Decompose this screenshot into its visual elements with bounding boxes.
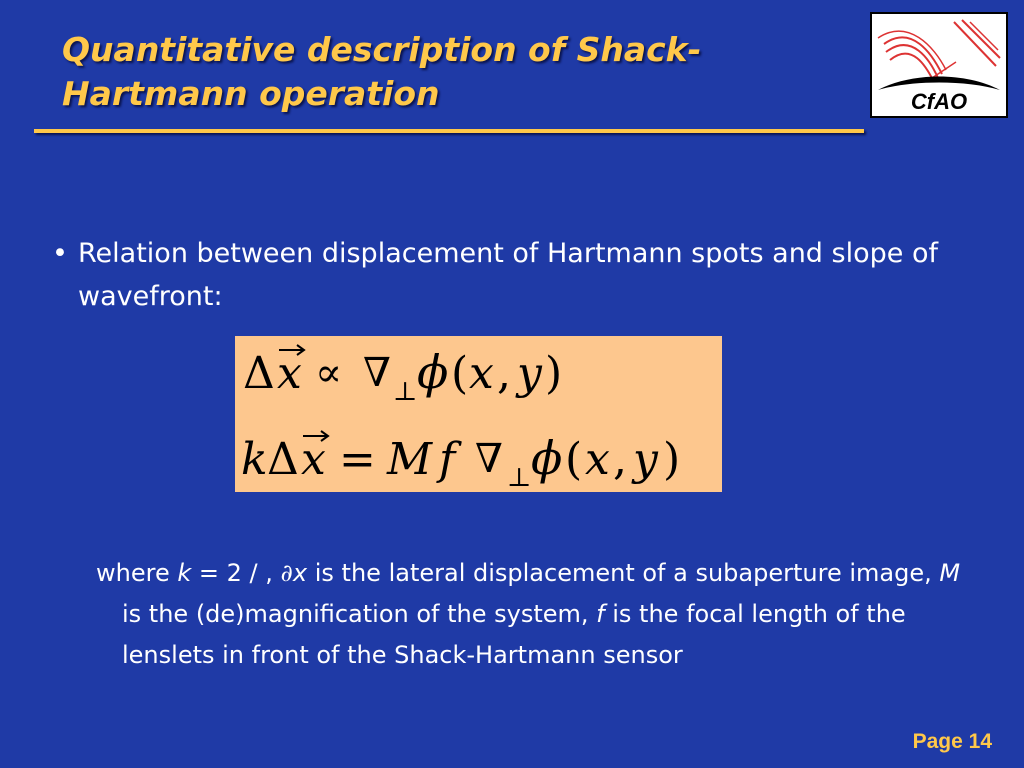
equation-2 (241, 431, 680, 492)
equation-box (235, 336, 722, 492)
where-paragraph (96, 553, 966, 676)
svg-text:Δ: Δ (243, 348, 275, 399)
svg-text:⊥: ⊥ (507, 463, 532, 492)
svg-text:=: = (339, 434, 376, 485)
where-word: where (96, 559, 178, 587)
svg-text:,: , (613, 434, 627, 485)
equation-graphic (235, 336, 722, 492)
svg-text:⊥: ⊥ (393, 377, 418, 407)
svg-text:x: x (469, 348, 494, 399)
logo-text: CfAO (910, 89, 968, 114)
var-f: f (596, 600, 605, 628)
svg-text:(: ( (451, 348, 469, 399)
svg-text:ϕ: ϕ (417, 345, 449, 399)
svg-text:x: x (585, 434, 610, 485)
page-number: Page 14 (912, 730, 992, 753)
svg-text:∇: ∇ (363, 350, 391, 396)
svg-text:Δ: Δ (267, 434, 299, 485)
equation-1 (243, 345, 562, 407)
cfao-logo (870, 12, 1008, 118)
svg-text:∝: ∝ (315, 350, 343, 396)
svg-text:): ) (545, 348, 563, 399)
svg-text:y: y (517, 348, 542, 399)
svg-text:,: , (497, 348, 511, 399)
where-text-3: / (241, 559, 266, 587)
where-text-5: is the lateral displacement of a subaperture image, (307, 559, 940, 587)
title-underline (34, 129, 864, 133)
var-delta-x: x (292, 559, 308, 587)
where-text-2: = 2 (191, 559, 242, 587)
where-text-6: is the (de)magnification of the system, (122, 600, 597, 628)
svg-text:f: f (439, 434, 456, 485)
bullet-text: Relation between displacement of Hartmann spots and slope of wavefront: (78, 238, 938, 312)
var-k: k (177, 559, 192, 587)
svg-text:x: x (301, 434, 326, 485)
slide-title: Quantitative description of Shack-Hartmann operation (62, 30, 702, 113)
svg-text:M: M (387, 434, 433, 485)
where-text-4: , (265, 559, 281, 587)
bullet-symbol: • (52, 238, 68, 269)
cfao-logo-graphic (872, 14, 1006, 116)
svg-text:(: ( (565, 434, 583, 485)
svg-text:x: x (277, 348, 302, 399)
svg-text:k: k (241, 434, 268, 485)
svg-text:ϕ: ϕ (531, 431, 563, 485)
where-text-7: is the focal length of the lenslets in front of the Shack-Hartmann sensor (122, 600, 906, 669)
var-M: M (939, 559, 961, 587)
svg-text:y: y (633, 434, 658, 485)
delta-symbol: ∂ (280, 559, 293, 587)
svg-text:): ) (663, 434, 681, 485)
svg-text:∇: ∇ (475, 436, 503, 482)
